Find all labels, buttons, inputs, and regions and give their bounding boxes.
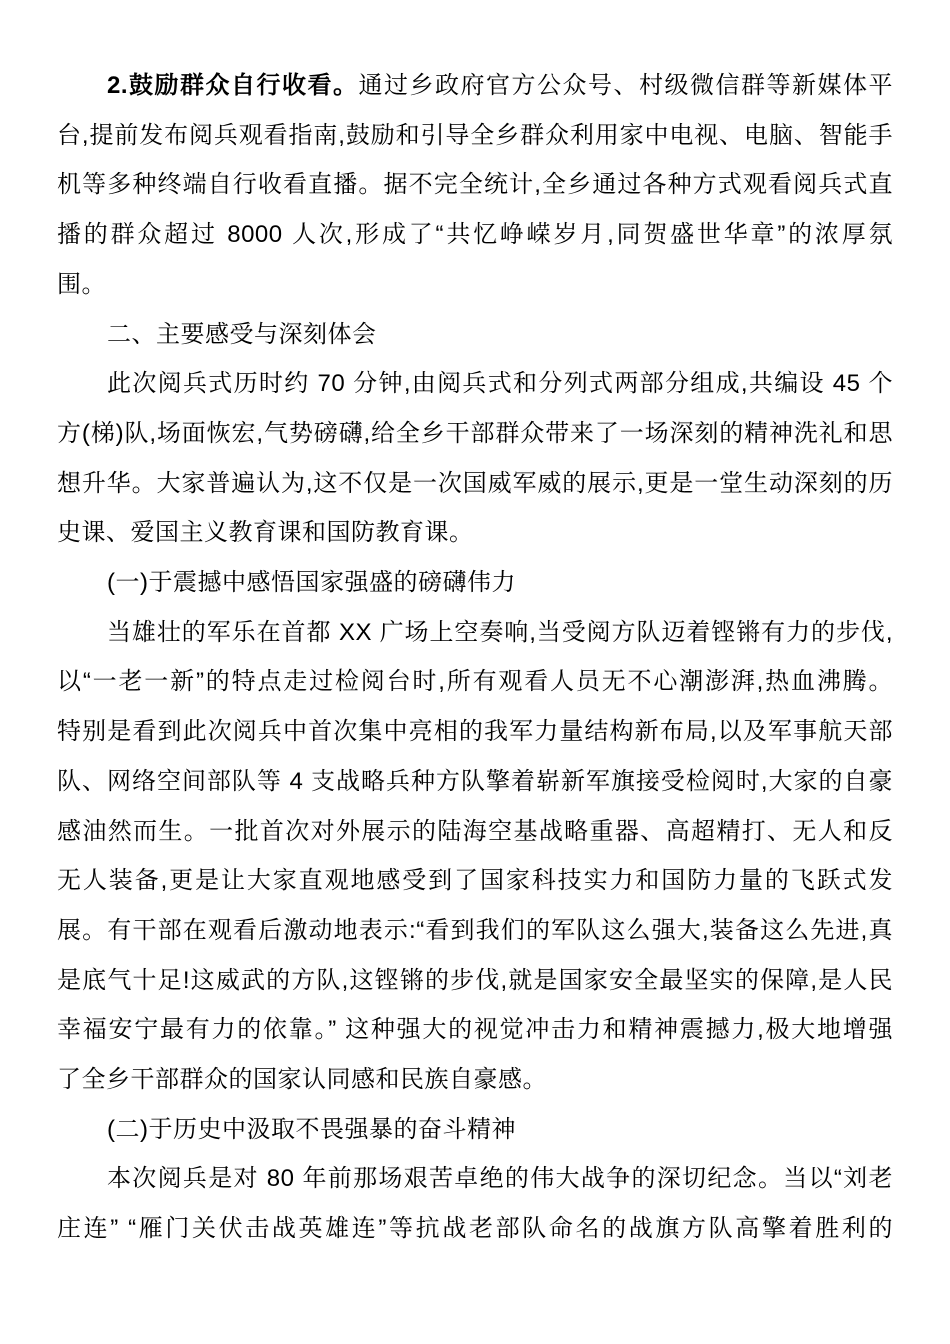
text-line: 播的群众超过 8000 人次,形成了“共忆峥嵘岁月,同贺盛世华章”的浓厚氛 (57, 221, 893, 249)
text-line: 想升华。大家普遍认为,这不仅是一次国威军威的展示,更是一堂生动深刻的历 (57, 469, 893, 497)
text-line: 队、网络空间部队等 4 支战略兵种方队擎着崭新军旗接受检阅时,大家的自豪 (57, 767, 893, 795)
line-text: 通过乡政府官方公众号、村级微信群等新媒体平 (358, 72, 894, 99)
section-heading (57, 310, 893, 360)
text-line: 史课、爱国主义教育课和国防教育课。 (57, 519, 474, 547)
text-line: 此次阅兵式历时约 70 分钟,由阅兵式和分列式两部分组成,共编设 45 个 (107, 370, 893, 398)
text-line: 了全乡干部群众的国家认同感和民族自豪感。 (57, 1066, 547, 1094)
text-line: 展。有干部在观看后激动地表示:“看到我们的军队这么强大,装备这么先进,真 (57, 916, 893, 944)
bold-lead: 2.鼓励群众自行收看。 (107, 72, 359, 99)
section-heading (57, 558, 893, 608)
text-line: 方(梯)队,场面恢宏,气势磅礴,给全乡干部群众带来了一场深刻的精神洗礼和思 (57, 419, 893, 447)
text-line: 以“一老一新”的特点走过检阅台时,所有观看人员无不心潮澎湃,热血沸腾。 (57, 668, 893, 696)
text-line: (一)于震撼中感悟国家强盛的磅礴伟力 (107, 569, 516, 597)
paragraph (57, 608, 893, 1105)
text-line: 无人装备,更是让大家直观地感受到了国家科技实力和国防力量的飞跃式发 (57, 867, 893, 895)
text-line: 庄连” “雁门关伏击战英雄连”等抗战老部队命名的战旗方队高擎着胜利的 (57, 1215, 893, 1243)
text-line: 感油然而生。一批首次对外展示的陆海空基战略重器、高超精打、无人和反 (57, 817, 893, 845)
text-line (57, 61, 893, 111)
paragraph (57, 61, 893, 310)
text-line: 本次阅兵是对 80 年前那场艰苦卓绝的伟大战争的深切纪念。当以“刘老 (107, 1165, 893, 1193)
paragraph (57, 359, 893, 558)
text-line: 是底气十足!这威武的方队,这铿锵的步伐,就是国家安全最坚实的保障,是人民 (57, 966, 893, 994)
paragraph (57, 1154, 893, 1253)
text-line: 机等多种终端自行收看直播。据不完全统计,全乡通过各种方式观看阅兵式直 (57, 171, 893, 199)
section-heading (57, 1105, 893, 1155)
text-line: (二)于历史中汲取不畏强暴的奋斗精神 (107, 1115, 516, 1143)
text-line: 围。 (57, 270, 106, 298)
text-line: 当雄壮的军乐在首都 XX 广场上空奏响,当受阅方队迈着铿锵有力的步伐, (107, 618, 893, 646)
document-body (57, 61, 893, 1254)
text-line: 特别是看到此次阅兵中首次集中亮相的我军力量结构新布局,以及军事航天部 (57, 718, 893, 746)
text-line: 台,提前发布阅兵观看指南,鼓励和引导全乡群众利用家中电视、电脑、智能手 (57, 121, 893, 149)
text-line: 二、主要感受与深刻体会 (107, 320, 377, 348)
text-line: 幸福安宁最有力的依靠。” 这种强大的视觉冲击力和精神震撼力,极大地增强 (57, 1016, 893, 1044)
